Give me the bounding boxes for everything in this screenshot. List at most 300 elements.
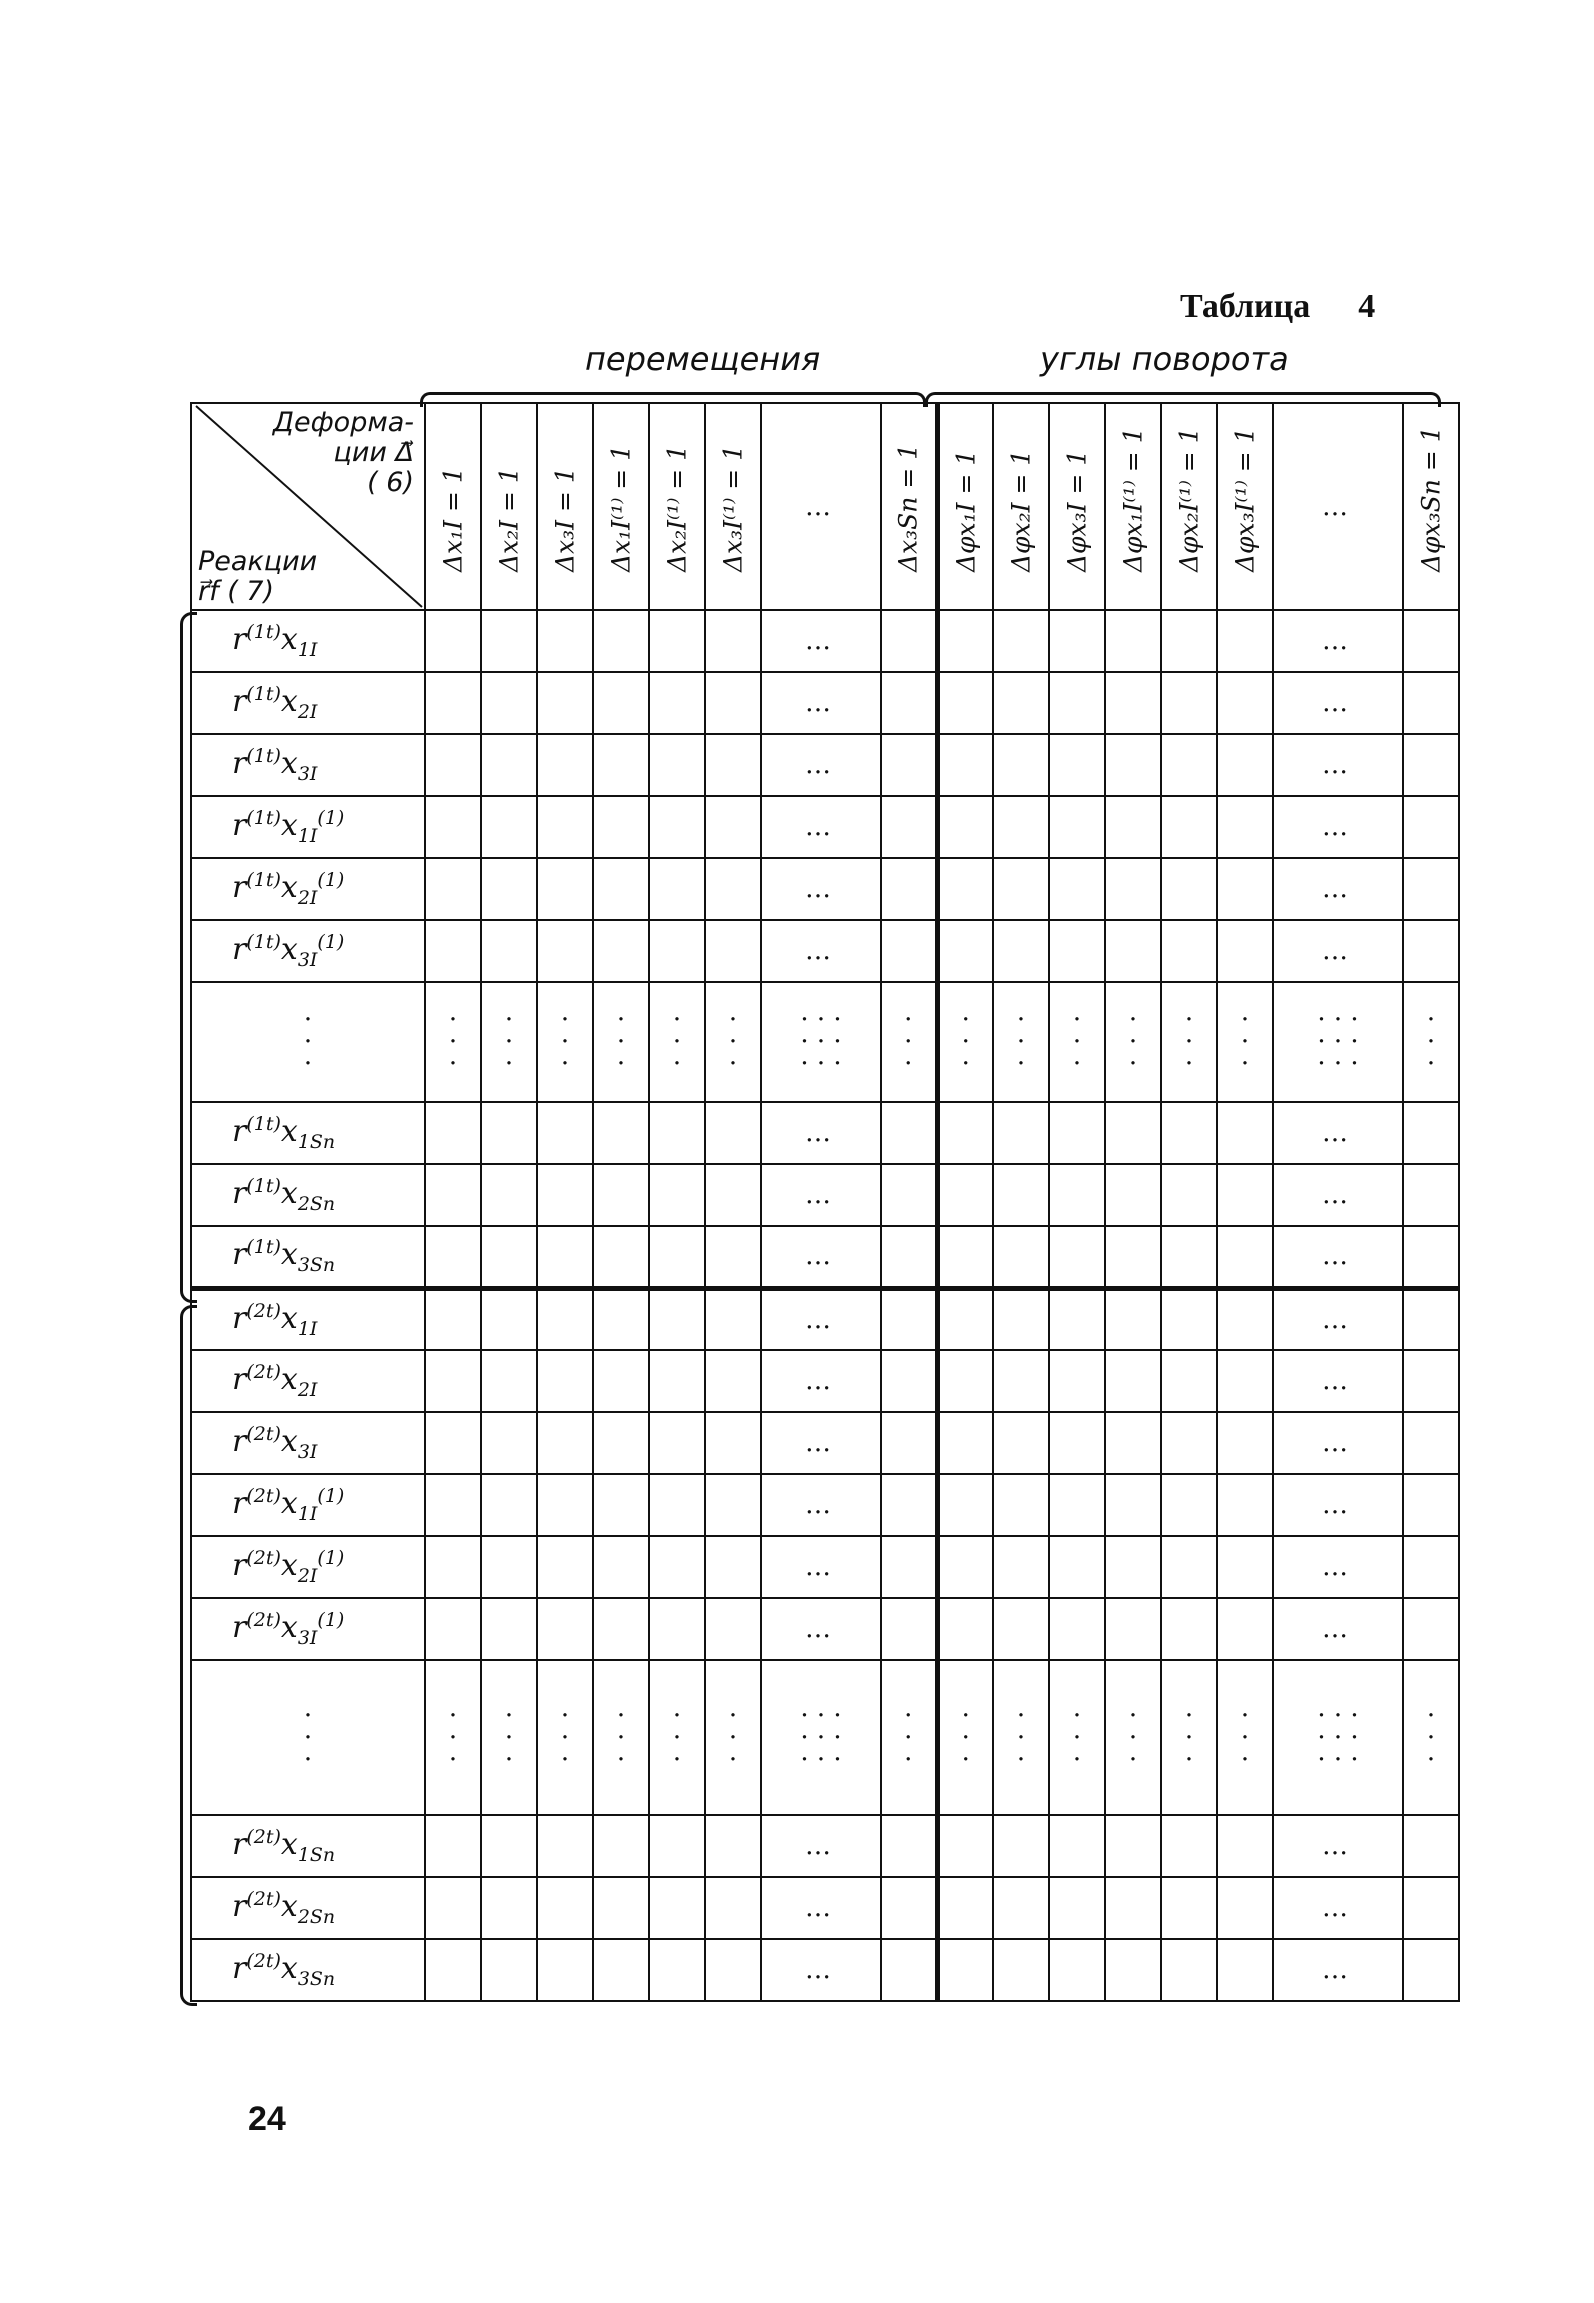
- table-cell: [481, 1598, 537, 1660]
- table-cell: [1217, 610, 1273, 672]
- table-cell: [881, 1877, 937, 1939]
- table-cell: [1273, 1536, 1403, 1598]
- table-cell: [537, 920, 593, 982]
- table-cell: [993, 1598, 1049, 1660]
- corner-top-line1: Деформа-: [272, 407, 414, 438]
- table-cell: [1105, 796, 1161, 858]
- row-label-sub: 3I: [297, 949, 318, 971]
- row-label-base: x: [280, 746, 298, 781]
- table-cell: [649, 1102, 705, 1164]
- table-cell: [1217, 920, 1273, 982]
- row-label-base: x: [280, 870, 298, 905]
- table-cell: [937, 1939, 993, 2001]
- table-cell: [593, 858, 649, 920]
- cell-ellipsis: …: [1322, 1428, 1354, 1458]
- table-cell: [937, 858, 993, 920]
- table-cell: [1105, 1226, 1161, 1288]
- row-label-sub: 1I: [297, 1503, 318, 1525]
- column-header: [649, 403, 705, 610]
- table-cell: [1273, 858, 1403, 920]
- row-label-sub: 3I: [297, 1627, 318, 1649]
- table-cell: [649, 920, 705, 982]
- table-cell: [705, 1226, 761, 1288]
- table-cell-continuation: [1161, 1660, 1217, 1815]
- table-cell: [649, 1288, 705, 1350]
- table-cell: [537, 610, 593, 672]
- table-caption: [1180, 288, 1375, 326]
- table-cell: [1273, 1598, 1403, 1660]
- table-cell: [881, 1164, 937, 1226]
- table-cell: [537, 1877, 593, 1939]
- table-cell: [1161, 1102, 1217, 1164]
- table-cell: [425, 672, 481, 734]
- table-cell: [425, 1536, 481, 1598]
- table-cell: [1049, 1474, 1105, 1536]
- table-cell: [593, 672, 649, 734]
- table-cell: [993, 1939, 1049, 2001]
- vertical-dots-icon: · · ·: [448, 1700, 458, 1775]
- row-label-base: x: [280, 1548, 298, 1583]
- table-cell: [705, 796, 761, 858]
- table-cell-continuation: [537, 982, 593, 1102]
- cell-ellipsis: …: [805, 1118, 837, 1148]
- row-label-sub: 2I: [297, 1379, 318, 1401]
- table-cell: [649, 1164, 705, 1226]
- table-cell: [1049, 1939, 1105, 2001]
- table-cell: [993, 1102, 1049, 1164]
- table-cell: [1161, 1226, 1217, 1288]
- table-cell: [937, 920, 993, 982]
- row-label: $r^{(1t)}x_{2I}$: [191, 672, 425, 734]
- table-cell: [1403, 858, 1459, 920]
- row-label-sup: (1t): [246, 621, 281, 643]
- vertical-dots-icon: · · ·: [961, 1700, 970, 1775]
- table-cell: [937, 734, 993, 796]
- table-cell-continuation: [761, 1660, 881, 1815]
- cell-ellipsis: …: [1322, 626, 1354, 656]
- table-cell: [1403, 1350, 1459, 1412]
- table-cell: [425, 1350, 481, 1412]
- vertical-dots-icon: · · ·: [1128, 1005, 1138, 1079]
- brace-group-2: [180, 1305, 197, 2006]
- table-cell: [937, 1598, 993, 1660]
- row-label-sup: (2t): [246, 1826, 281, 1848]
- table-cell: [1217, 1474, 1273, 1536]
- table-cell: [425, 610, 481, 672]
- vertical-dots-icon: · · ·: [1128, 1700, 1138, 1775]
- row-label-base: x: [280, 932, 298, 967]
- table-cell: [1105, 672, 1161, 734]
- table-cell: [481, 1474, 537, 1536]
- vertical-dots-icon: · · ·: [1016, 1700, 1026, 1775]
- table-cell: [705, 858, 761, 920]
- column-header-label: Δx₂I = 1: [494, 467, 524, 572]
- table-cell-continuation: [937, 982, 993, 1102]
- table-cell: [1403, 610, 1459, 672]
- table-cell: [1049, 796, 1105, 858]
- row-label-sup: (2t): [246, 1361, 281, 1383]
- table-cell: [481, 1536, 537, 1598]
- column-header: [937, 403, 993, 610]
- row-label-sup: (1t): [246, 745, 281, 767]
- table-cell: [881, 1288, 937, 1350]
- table-row: [191, 1598, 1459, 1660]
- row-label: $r^{(2t)}x_{3I}^{(1)}$: [191, 1598, 425, 1660]
- table-cell: [761, 1815, 881, 1877]
- row-label-sup: (1t): [246, 807, 281, 829]
- table-cell: [537, 1412, 593, 1474]
- table-cell: [649, 734, 705, 796]
- table-cell-continuation: [881, 982, 937, 1102]
- table-cell: [761, 1474, 881, 1536]
- table-cell: [881, 1226, 937, 1288]
- table-cell: [649, 858, 705, 920]
- table-cell: [1273, 920, 1403, 982]
- table-cell: [1049, 1536, 1105, 1598]
- table-cell: [481, 1939, 537, 2001]
- table-cell: [593, 1536, 649, 1598]
- table-cell: [1105, 1598, 1161, 1660]
- table-cell: [593, 1939, 649, 2001]
- table-cell: [881, 672, 937, 734]
- table-cell: [593, 1815, 649, 1877]
- table-cell: [649, 1939, 705, 2001]
- table-cell: [705, 1474, 761, 1536]
- dot-grid-icon: · · · · · · · · ·: [1317, 1005, 1359, 1079]
- table-cell: [881, 1412, 937, 1474]
- table-cell: [1217, 1350, 1273, 1412]
- vertical-dots-icon: · · ·: [616, 1700, 626, 1775]
- table-cell: [481, 1102, 537, 1164]
- column-header-label: Δφx₃I⁽¹⁾ = 1: [1230, 427, 1260, 572]
- table-cell: [1217, 1939, 1273, 2001]
- table-cell: [649, 1226, 705, 1288]
- table-cell: [937, 1877, 993, 1939]
- cell-ellipsis: …: [805, 1955, 837, 1985]
- table-cell: [1105, 734, 1161, 796]
- table-cell: [937, 1102, 993, 1164]
- table-cell: [1049, 1288, 1105, 1350]
- table-cell: [481, 734, 537, 796]
- table-cell-continuation: [1273, 1660, 1403, 1815]
- group-label-rotations: углы поворота: [1040, 340, 1289, 378]
- row-label-sub: 3I: [297, 763, 318, 785]
- table-cell: [761, 1164, 881, 1226]
- cell-ellipsis: …: [805, 1241, 837, 1272]
- table-cell: [993, 672, 1049, 734]
- table-cell: [705, 672, 761, 734]
- table-cell: [481, 920, 537, 982]
- cell-ellipsis: …: [1322, 1955, 1354, 1985]
- column-header: [1217, 403, 1273, 610]
- row-label-sup: (2t): [246, 1485, 281, 1507]
- row-label-sup: (1t): [246, 1113, 281, 1135]
- row-label-extra: (1): [317, 931, 345, 953]
- table-cell: [1161, 1350, 1217, 1412]
- table-cell: [881, 610, 937, 672]
- table-cell: [1105, 610, 1161, 672]
- row-label-base: x: [280, 1610, 298, 1645]
- table-cell: [937, 796, 993, 858]
- table-cell: [881, 1474, 937, 1536]
- table-cell: [993, 1226, 1049, 1288]
- table-cell: [593, 734, 649, 796]
- table-cell: [993, 734, 1049, 796]
- table-cell: [537, 1102, 593, 1164]
- table-cell: [761, 1536, 881, 1598]
- table-cell: [649, 1536, 705, 1598]
- table-cell: [1217, 858, 1273, 920]
- cell-ellipsis: …: [1322, 936, 1354, 966]
- table-cell: [993, 920, 1049, 982]
- row-label-sup: (2t): [246, 1950, 281, 1972]
- table-row: [191, 672, 1459, 734]
- table-cell: [1403, 1288, 1459, 1350]
- vertical-dots-icon: · · ·: [1240, 1005, 1250, 1079]
- cell-ellipsis: …: [805, 750, 837, 780]
- table-cell-continuation: [1403, 1660, 1459, 1815]
- cell-ellipsis: …: [805, 874, 837, 904]
- vertical-dots-icon: · · ·: [1184, 1005, 1194, 1079]
- table-row: [191, 1939, 1459, 2001]
- table-cell: [881, 1102, 937, 1164]
- table-cell: [761, 734, 881, 796]
- table-cell: [1403, 734, 1459, 796]
- table-cell: [425, 796, 481, 858]
- corner-bottom-line2: r⃗f ( 7): [198, 576, 275, 607]
- table-cell: [1049, 1877, 1105, 1939]
- table-cell-continuation: [1105, 1660, 1161, 1815]
- table-cell: [425, 734, 481, 796]
- table-cell: [1273, 1412, 1403, 1474]
- row-label: $r^{(2t)}x_{2I}$: [191, 1350, 425, 1412]
- cell-ellipsis: …: [805, 626, 837, 656]
- table-cell: [537, 1288, 593, 1350]
- table-cell: [1217, 1226, 1273, 1288]
- table-cell: [761, 1412, 881, 1474]
- table-cell: [537, 672, 593, 734]
- table-cell: [537, 858, 593, 920]
- brace-group-1: [180, 612, 197, 1303]
- table-cell: [481, 1164, 537, 1226]
- table-row: [191, 1474, 1459, 1536]
- row-label: $r^{(1t)}x_{2I}^{(1)}$: [191, 858, 425, 920]
- row-label-extra: (1): [317, 1485, 345, 1507]
- table-cell: [1161, 1815, 1217, 1877]
- table-cell-continuation: [593, 982, 649, 1102]
- corner-reactions-label: [198, 547, 317, 607]
- row-label-base: x: [280, 1114, 298, 1149]
- cell-ellipsis: …: [805, 1180, 837, 1210]
- row-label-base: x: [280, 1827, 298, 1862]
- table-cell: [1105, 1102, 1161, 1164]
- table-cell-continuation: [425, 982, 481, 1102]
- table-cell-continuation: [1403, 982, 1459, 1102]
- table-cell: [1105, 1474, 1161, 1536]
- column-header-label: Δx₁I⁽¹⁾ = 1: [606, 444, 636, 572]
- table-row: [191, 1102, 1459, 1164]
- table-cell: [1161, 1412, 1217, 1474]
- table-row: [191, 1164, 1459, 1226]
- corner-top-line3: ( 6): [367, 467, 414, 498]
- table-cell: [1049, 1412, 1105, 1474]
- row-label-base: x: [280, 1486, 298, 1521]
- column-header: [1273, 403, 1403, 610]
- table-cell: [649, 1350, 705, 1412]
- vertical-dots-icon: · · ·: [1426, 1005, 1436, 1079]
- table-cell: [1273, 1226, 1403, 1288]
- table-cell: [1403, 1598, 1459, 1660]
- table-cell: [1105, 858, 1161, 920]
- table-cell: [537, 1474, 593, 1536]
- table-cell: [937, 1815, 993, 1877]
- table-cell: [993, 610, 1049, 672]
- caption-label: Таблица: [1180, 288, 1311, 325]
- table-cell: [425, 1164, 481, 1226]
- table-cell: [1403, 1536, 1459, 1598]
- table-cell: [705, 610, 761, 672]
- table-cell: [993, 796, 1049, 858]
- table-cell: [593, 1226, 649, 1288]
- table-cell: [1273, 1288, 1403, 1350]
- table-cell: [1049, 920, 1105, 982]
- table-cell: [937, 1288, 993, 1350]
- table-cell: [1161, 1877, 1217, 1939]
- vertical-dots-icon: · · ·: [1240, 1700, 1250, 1775]
- table-cell: [1217, 1877, 1273, 1939]
- cell-ellipsis: …: [1322, 1366, 1354, 1396]
- table-cell: [881, 858, 937, 920]
- row-label-base: x: [280, 808, 298, 843]
- table-cell: [993, 1164, 1049, 1226]
- row-label-continuation: [191, 1660, 425, 1815]
- table-cell: [537, 1164, 593, 1226]
- table-cell: [1161, 1536, 1217, 1598]
- row-label-sup: (1t): [246, 869, 281, 891]
- row-label-sub: 2I: [297, 701, 318, 723]
- corner-bottom-line1: Реакции: [198, 546, 318, 577]
- table-row: [191, 1226, 1459, 1288]
- vertical-dots-icon: · · ·: [904, 1700, 913, 1775]
- table-cell: [1403, 1226, 1459, 1288]
- deformation-reaction-table: [190, 402, 1460, 2002]
- table-cell: [1403, 672, 1459, 734]
- row-label-base: x: [280, 1176, 298, 1211]
- table-cell: [937, 1226, 993, 1288]
- table-cell: [481, 858, 537, 920]
- table-cell-continuation: [649, 1660, 705, 1815]
- row-label: $r^{(2t)}x_{2I}^{(1)}$: [191, 1536, 425, 1598]
- table-cell: [1403, 1412, 1459, 1474]
- column-header: [1161, 403, 1217, 610]
- cell-ellipsis: …: [1322, 1304, 1354, 1335]
- row-label: $r^{(1t)}x_{1Sn}$: [191, 1102, 425, 1164]
- vertical-dots-icon: · · ·: [1072, 1700, 1082, 1775]
- table-cell: [1105, 920, 1161, 982]
- dot-grid-icon: · · · · · · · · ·: [800, 1700, 842, 1775]
- table-cell: [425, 1288, 481, 1350]
- cell-ellipsis: …: [1322, 1831, 1354, 1861]
- table-cell: [1273, 1877, 1403, 1939]
- table-cell: [993, 1412, 1049, 1474]
- cell-ellipsis: …: [805, 1552, 837, 1582]
- cell-ellipsis: …: [1322, 1490, 1354, 1520]
- table-cell: [593, 796, 649, 858]
- row-label-sub: 1Sn: [297, 1131, 336, 1153]
- cell-ellipsis: …: [805, 1490, 837, 1520]
- table-cell: [1049, 672, 1105, 734]
- table-cell: [937, 1474, 993, 1536]
- row-label-extra: (1): [317, 1547, 345, 1569]
- table-cell: [1161, 1474, 1217, 1536]
- corner-top-line2: ции Δ⃗: [333, 437, 414, 468]
- table-cell: [705, 734, 761, 796]
- table-cell: [761, 610, 881, 672]
- table-cell: [425, 1815, 481, 1877]
- table-cell: [937, 1350, 993, 1412]
- table-cell: [593, 1288, 649, 1350]
- table-cell: [537, 1350, 593, 1412]
- row-label: $r^{(2t)}x_{1Sn}$: [191, 1815, 425, 1877]
- row-label: $r^{(1t)}x_{1I}^{(1)}$: [191, 796, 425, 858]
- table-cell-continuation: [705, 1660, 761, 1815]
- cell-ellipsis: …: [805, 1428, 837, 1458]
- table-cell-continuation: [481, 1660, 537, 1815]
- row-label-sup: (2t): [246, 1888, 281, 1910]
- table-cell: [1217, 1102, 1273, 1164]
- table-row: [191, 610, 1459, 672]
- column-header-label: Δx₃Sn = 1: [893, 443, 923, 572]
- table-cell: [761, 920, 881, 982]
- table-cell: [761, 796, 881, 858]
- table-cell: [1161, 1939, 1217, 2001]
- table-cell: [425, 1102, 481, 1164]
- table-cell: [1161, 610, 1217, 672]
- vertical-dots-icon: · · ·: [448, 1005, 458, 1079]
- row-label-base: x: [280, 1951, 298, 1986]
- table-cell: [1049, 1598, 1105, 1660]
- table-cell: [481, 1877, 537, 1939]
- column-header: [537, 403, 593, 610]
- vertical-dots-icon: · · ·: [560, 1005, 570, 1079]
- table-cell: [1161, 734, 1217, 796]
- table-cell: [761, 1288, 881, 1350]
- table-row: [191, 1412, 1459, 1474]
- cell-ellipsis: …: [1322, 874, 1354, 904]
- table-cell: [425, 1877, 481, 1939]
- table-cell-continuation: [705, 982, 761, 1102]
- row-label-sup: (2t): [246, 1547, 281, 1569]
- cell-ellipsis: …: [805, 1304, 837, 1335]
- table-cell: [537, 796, 593, 858]
- table-cell: [537, 1598, 593, 1660]
- cell-ellipsis: …: [1322, 812, 1354, 842]
- row-label: $r^{(1t)}x_{3I}$: [191, 734, 425, 796]
- table-cell: [425, 1226, 481, 1288]
- row-label: $r^{(2t)}x_{1I}^{(1)}$: [191, 1474, 425, 1536]
- table-cell-continuation: [1273, 982, 1403, 1102]
- cell-ellipsis: …: [1322, 1552, 1354, 1582]
- table-cell: [993, 1474, 1049, 1536]
- cell-ellipsis: …: [1322, 1180, 1354, 1210]
- table-cell: [537, 734, 593, 796]
- table-cell-continuation: [1105, 982, 1161, 1102]
- table-cell: [705, 1412, 761, 1474]
- table-cell: [1105, 1815, 1161, 1877]
- row-label-extra: (1): [317, 1609, 345, 1631]
- table-cell: [481, 1226, 537, 1288]
- row-label: $r^{(2t)}x_{3I}$: [191, 1412, 425, 1474]
